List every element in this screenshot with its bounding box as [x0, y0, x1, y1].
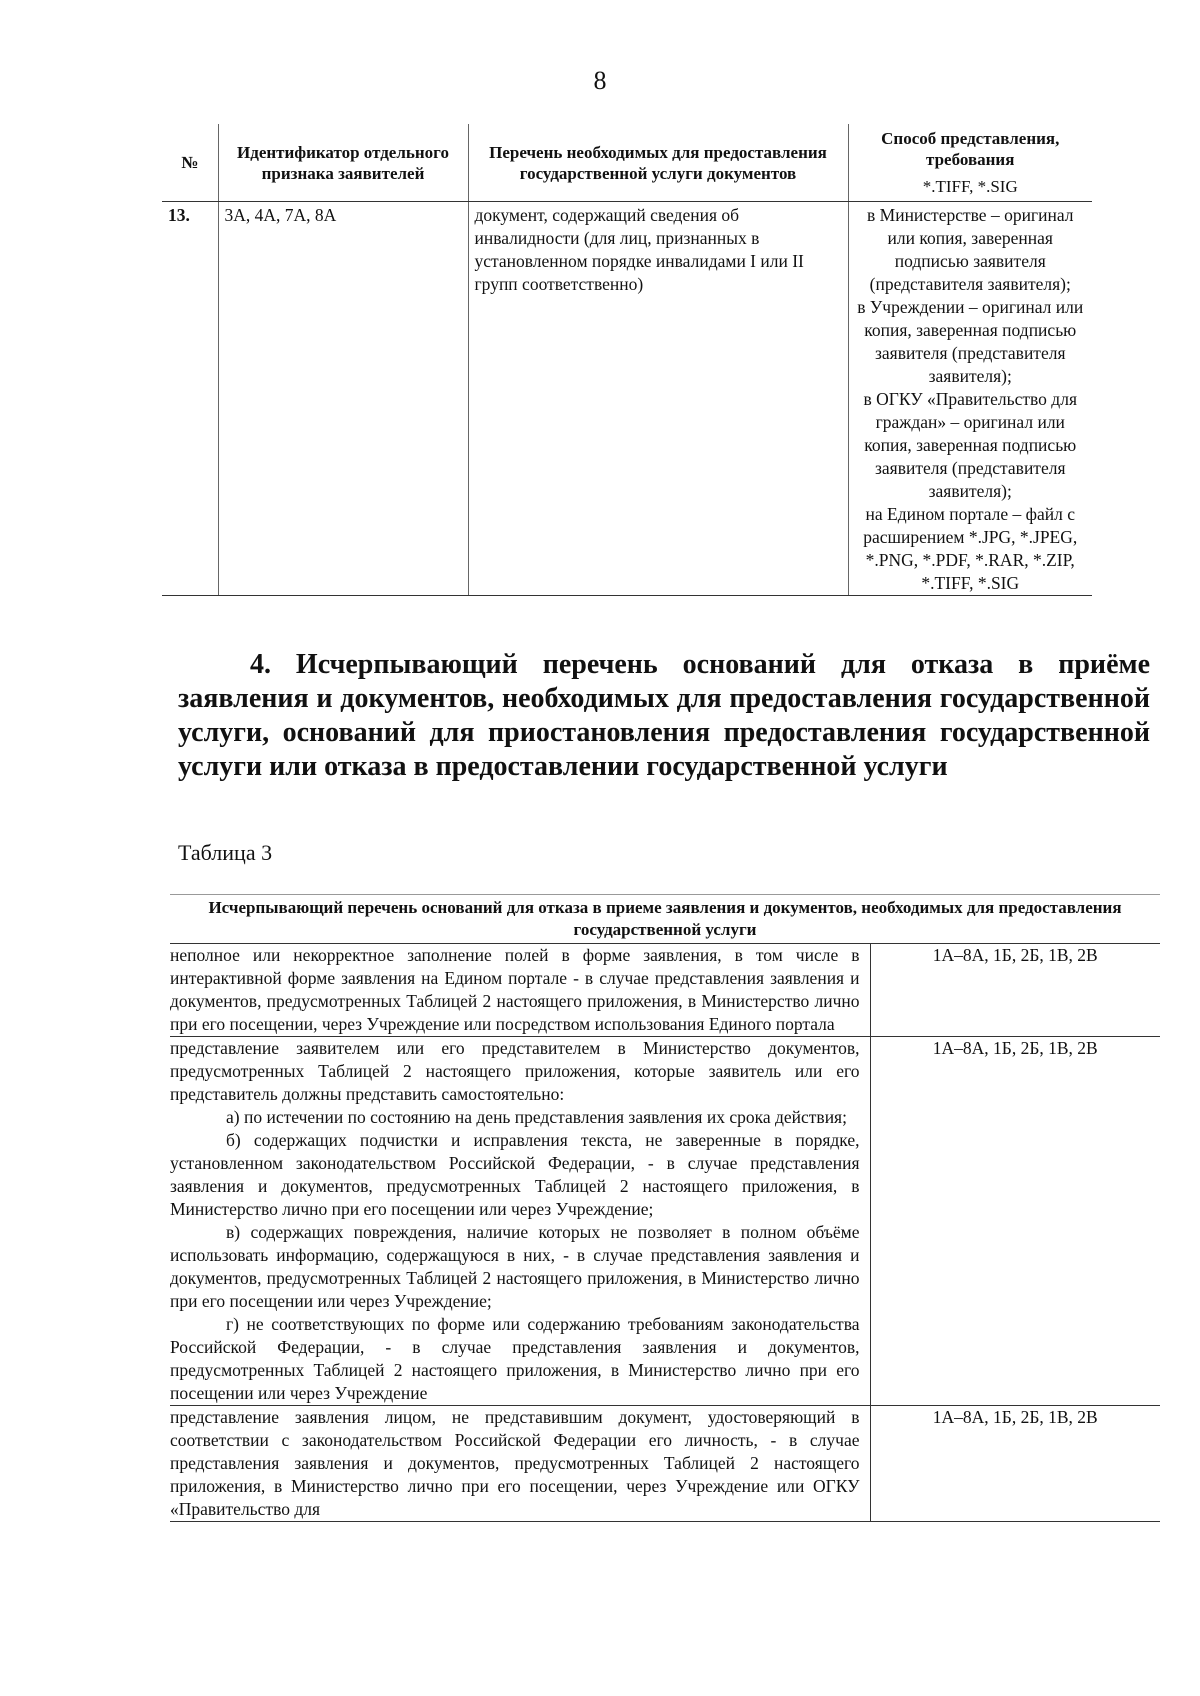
header-method-tail: *.TIFF, *.SIG: [922, 177, 1018, 196]
header-method-label: Способ представления, требования: [881, 129, 1060, 169]
ground-codes: 1А–8А, 1Б, 2Б, 1В, 2В: [870, 1037, 1160, 1406]
row-method: [848, 202, 1092, 596]
ground-text-3: представление заявления лицом, не представившим документ, удостоверяющий в соответствии с законодательством Российской Федерации его личность, - в случае представления заявления и документов, предусмотренных Таблицей 2 настоящего приложения, в Министерство лично при его посещении, через Учреждение или ОГКУ «Правительство для: [170, 1407, 860, 1519]
table-row: [170, 1406, 1160, 1522]
ground-text-2: представление заявителем или его представителем в Министерство документов, предусмотренных Таблицей 2 настоящего приложения, которые заявитель или его представитель должны представить самостоятельно:: [170, 1038, 860, 1104]
page-number: 8: [593, 66, 607, 95]
row-identifier: 3А, 4А, 7А, 8А: [218, 202, 468, 596]
ground-item-d: г) не соответствующих по форме или содержанию требованиям законодательства Российской Федерации, - в случае представления заявления и документов, предусмотренных Таблицей 2 настоящего приложения, в Министерство лично при его посещении или через Учреждение: [170, 1314, 860, 1403]
ground-text: [170, 1037, 870, 1406]
ground-codes: 1А–8А, 1Б, 2Б, 1В, 2В: [870, 944, 1160, 1037]
table-row: [170, 1037, 1160, 1406]
method-portal: на Едином портале – файл с расширением *.JPG, *.JPEG, *.PNG, *.PDF, *.RAR, *.ZIP, *.TIFF, *.SIG: [863, 504, 1078, 593]
header-num: №: [162, 124, 218, 202]
ground-item-c: в) содержащих повреждения, наличие которых не позволяет в полном объёме использовать информацию, содержащуюся в них, - в случае представления заявления и документов, предусмотренных Таблицей 2 настоящего приложения, в Министерство лично при его посещении или через Учреждение;: [170, 1222, 860, 1311]
header-identifier: Идентификатор отдельного признака заявителей: [218, 124, 468, 202]
ground-text: [170, 1406, 870, 1522]
table-row: [162, 202, 1092, 596]
refusal-grounds-header: Исчерпывающий перечень оснований для отказа в приеме заявления и документов, необходимых для предоставления государственной услуги: [170, 895, 1160, 944]
section-title: 4. Исчерпывающий перечень оснований для отказа в приёме заявления и документов, необходимых для предоставления государственной услуги, оснований для приостановления предоставления государственной услуги или отказа в предоставлении государственной услуги: [178, 649, 1150, 782]
documents-table-header: [162, 124, 1092, 202]
table-caption: Таблица 3: [178, 840, 273, 865]
ground-codes: 1А–8А, 1Б, 2Б, 1В, 2В: [870, 1406, 1160, 1522]
method-ogku: в ОГКУ «Правительство для граждан» – оригинал или копия, заверенная подписью заявителя (представителя заявителя);: [863, 389, 1077, 501]
header-method: [848, 124, 1092, 202]
ground-text: [170, 944, 870, 1037]
documents-table: [162, 124, 1092, 596]
header-documents: Перечень необходимых для предоставления государственной услуги документов: [468, 124, 848, 202]
method-institution: в Учреждении – оригинал или копия, заверенная подписью заявителя (представителя заявителя);: [857, 297, 1084, 386]
row-number: 13.: [162, 202, 218, 596]
method-ministry: в Министерстве – оригинал или копия, заверенная подписью заявителя (представителя заявителя);: [867, 205, 1074, 294]
ground-item-a: а) по истечении по состоянию на день представления заявления их срока действия;: [226, 1107, 847, 1127]
refusal-grounds-table: [170, 894, 1160, 1522]
ground-item-b: б) содержащих подчистки и исправления текста, не заверенные в порядке, установленном законодательством Российской Федерации, - в случае представления заявления и документов, предусмотренных Таблицей 2 настоящего приложения, в Министерство лично при его посещении или через Учреждение;: [170, 1130, 860, 1219]
ground-text-1: неполное или некорректное заполнение полей в форме заявления, в том числе в интерактивной форме заявления на Едином портале - в случае представления заявления и документов, предусмотренных Таблицей 2 настоящего приложения, в Министерство лично при его посещении, через Учреждение или посредством использования Единого портала: [170, 945, 860, 1034]
row-documents: документ, содержащий сведения об инвалидности (для лиц, признанных в установленном порядке инвалидами I или II групп соответственно): [468, 202, 848, 596]
table-row: [170, 944, 1160, 1037]
